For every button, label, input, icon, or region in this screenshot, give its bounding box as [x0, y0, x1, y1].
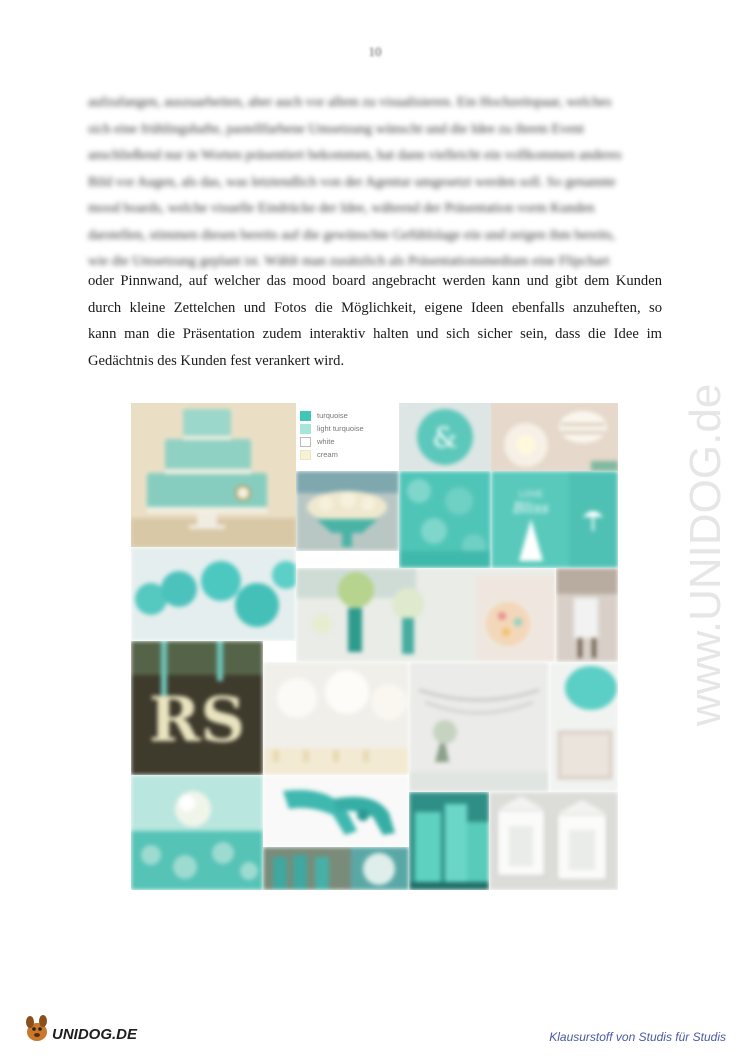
swatch-label: white [317, 437, 335, 446]
white-lanterns-photo [489, 792, 618, 890]
blurred-line: Bild vor Augen, als das, was letztendlich von der Agentur umgesetzt werden soll. So genannte [88, 174, 616, 190]
swatch-box [300, 411, 311, 421]
table-flowers-image [296, 568, 556, 662]
shoes-photo [263, 775, 409, 847]
paisley-photo [399, 471, 491, 568]
table-flowers-photo [296, 568, 556, 662]
watermark [648, 280, 750, 730]
lanterns-image [491, 403, 618, 471]
drinks-photo [409, 792, 489, 890]
swatch-box [300, 424, 311, 434]
page-number: 10 [368, 44, 382, 59]
love-text: LOVE [518, 489, 544, 499]
drinks-image [409, 792, 489, 890]
body-paragraph [88, 268, 662, 374]
lanterns-photo [491, 403, 618, 471]
bridesmaids-photo [263, 847, 409, 890]
monogram-photo [131, 641, 263, 775]
watermark-graphic [648, 280, 750, 730]
blurred-paragraph [88, 90, 662, 276]
lace-photo [131, 775, 263, 890]
lampshade-image [549, 662, 618, 792]
blurred-line: sich eine frühlingshafte, pastellfarbene Umsetzung wünscht und die Idee zu ihrem Event [88, 121, 585, 137]
footer-tagline: Klausurstoff von Studis für Studis [549, 1030, 726, 1044]
cake-image [131, 403, 296, 547]
swatch-label: turquoise [317, 411, 348, 420]
paper-lanterns-photo [263, 662, 409, 775]
swatch-row [300, 448, 396, 461]
blurred-line: mood boards, welche visuelle Eindrücke der Idee, während der Präsentation vorm Kunden [88, 201, 595, 216]
bridesmaids-image [263, 847, 409, 890]
ampersand-text: & [432, 421, 458, 454]
moodboard-collage [131, 403, 618, 890]
flower-bowl-image [296, 471, 399, 551]
shoes-image [263, 775, 409, 847]
paper-lanterns-image [263, 662, 409, 775]
garland-image [409, 662, 549, 792]
watermark-text: www.UNIDOG.de [681, 383, 730, 726]
swatch-box [300, 450, 311, 460]
pompoms-photo [131, 547, 296, 641]
dog-icon [26, 1015, 47, 1041]
ampersand-image [399, 403, 491, 471]
flower-bowl-photo [296, 471, 399, 551]
color-swatch-list [300, 409, 396, 461]
lace-image [131, 775, 263, 890]
paisley-image [399, 471, 491, 568]
monogram-image [131, 641, 263, 775]
text-line: Gedächtnis des Kunden fest verankert wird. [88, 352, 345, 369]
chairs-image [556, 568, 618, 662]
bliss-text: Bliss [512, 499, 550, 517]
pompoms-image [131, 547, 296, 641]
swatch-row [300, 422, 396, 435]
swatch-label: cream [317, 450, 338, 459]
garland-photo [409, 662, 549, 792]
logo-graphic [22, 1012, 162, 1046]
ampersand-card [399, 403, 491, 471]
cake-photo [131, 403, 296, 547]
text-line: oder Pinnwand, auf welcher das mood board angebracht werden kann und gibt dem Kunden [88, 273, 662, 289]
unidog-logo[interactable] [22, 1012, 162, 1046]
blurred-line: aufzufangen, auszuarbeiten, aber auch vor allem zu visualisieren. Ein Hochzeitspaar, welches [88, 95, 612, 110]
swatch-row [300, 435, 396, 448]
chairs-photo [556, 568, 618, 662]
swatch-row [300, 409, 396, 422]
logo-text: UNIDOG.DE [52, 1026, 138, 1043]
love-bliss-image [491, 471, 618, 568]
text-line: durch kleine Zettelchen und Fotos die Möglichkeit, eigene Ideen ebenfalls anzuheften, so [88, 299, 662, 316]
text-line: kann man die Präsentation zudem interaktiv halten und sich sicher sein, dass die Idee im [88, 326, 662, 342]
swatch-box [300, 437, 311, 447]
white-lanterns-image [489, 792, 618, 890]
blurred-line: darstellen, stimmen diesen bereits auf die gewünschte Gefühlslage ein und zeigen ihm bereits, [88, 227, 616, 243]
love-bliss-card [491, 471, 618, 568]
blurred-line: anschließend nur in Worten präsentiert bekommen, hat dann vielleicht ein vollkommen anderes [88, 148, 622, 163]
lampshade-photo [549, 662, 618, 792]
blurred-line: wie die Umsetzung geplant ist. Wählt man zusätzlich als Präsentationsmedium eine Flipchart [88, 254, 610, 269]
monogram-text: RS [148, 683, 246, 756]
swatch-label: light turquoise [317, 424, 364, 433]
